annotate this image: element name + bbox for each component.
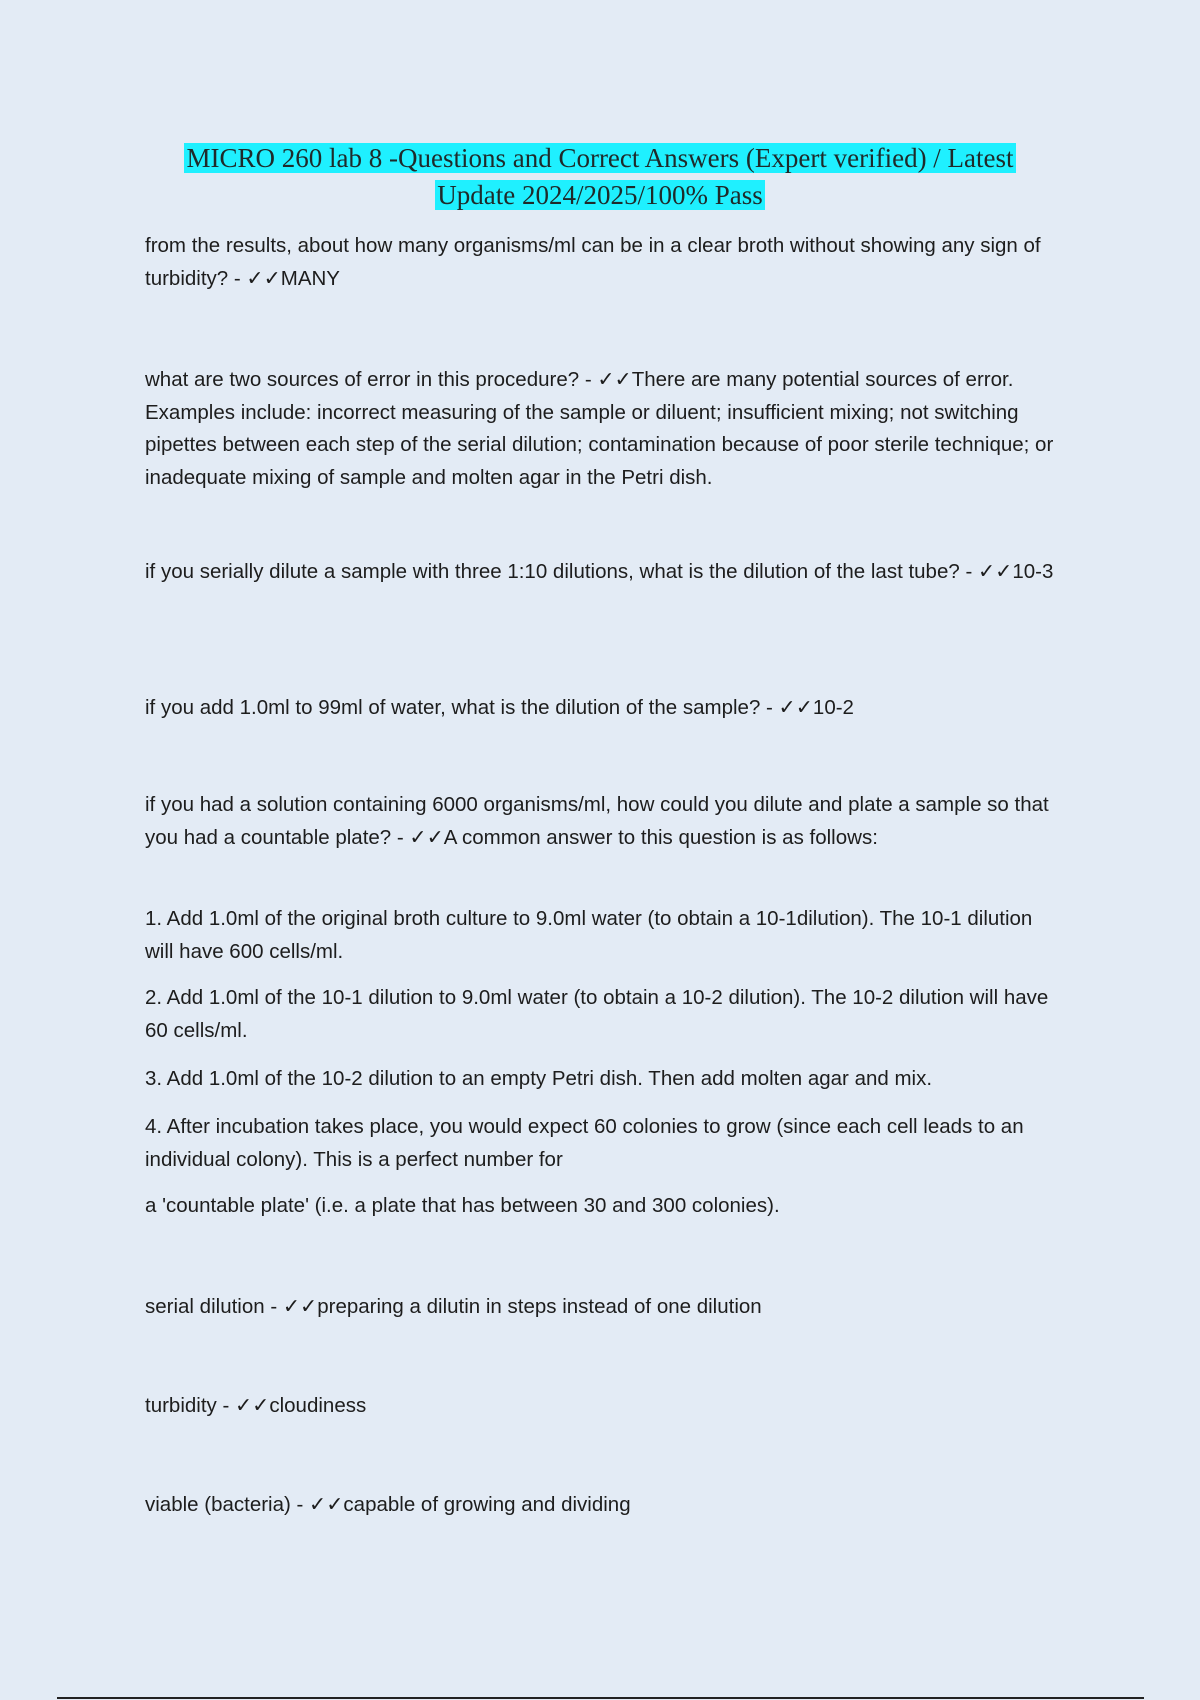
title-line-1: MICRO 260 lab 8 -Questions and Correct Answers (Expert verified) / Latest: [186, 143, 1014, 173]
qa-sources-of-error: what are two sources of error in this procedure? - ✓✓There are many potential sources of error. Examples include: incorrect measuring of the sample or diluent; insufficient mixing; not switching pipettes between each step of the serial dilution; contamination because of poor sterile technique; or inadequate mixing of sample and molten agar in the Petri dish.: [145, 368, 1054, 489]
bottom-divider: [57, 1697, 1144, 1699]
step-3: 3. Add 1.0ml of the 10-2 dilution to an empty Petri dish. Then add molten agar and mix.: [145, 1067, 933, 1090]
def-turbidity: turbidity - ✓✓cloudiness: [145, 1394, 367, 1417]
title-line-2: Update 2024/2025/100% Pass: [437, 180, 763, 210]
step-2: 2. Add 1.0ml of the 10-1 dilution to 9.0ml water (to obtain a 10-2 dilution). The 10-2 dilution will have 60 cells/ml.: [145, 986, 1049, 1042]
step-1: 1. Add 1.0ml of the original broth culture to 9.0ml water (to obtain a 10-1dilution). The 10-1 dilution will have 600 cells/ml.: [145, 907, 1033, 963]
def-viable: viable (bacteria) - ✓✓capable of growing and dividing: [145, 1493, 631, 1516]
def-serial-dilution: serial dilution - ✓✓preparing a dilutin in steps instead of one dilution: [145, 1295, 762, 1318]
qa-dilution-of-sample: if you add 1.0ml to 99ml of water, what is the dilution of the sample? - ✓✓10-2: [145, 696, 854, 719]
qa-countable-plate: if you had a solution containing 6000 organisms/ml, how could you dilute and plate a sample so that you had a countable plate? - ✓✓A common answer to this question is as follows:: [145, 793, 1049, 849]
step-4-continued: a 'countable plate' (i.e. a plate that has between 30 and 300 colonies).: [145, 1194, 780, 1217]
document-title: [140, 140, 1060, 214]
qa-three-dilutions: if you serially dilute a sample with three 1:10 dilutions, what is the dilution of the last tube? - ✓✓10-3: [145, 560, 1054, 583]
step-4: 4. After incubation takes place, you would expect 60 colonies to grow (since each cell leads to an individual colony). This is a perfect number for: [145, 1115, 1024, 1171]
qa-turbidity-limit: from the results, about how many organisms/ml can be in a clear broth without showing any sign of turbidity? - ✓✓MANY: [145, 234, 1041, 290]
